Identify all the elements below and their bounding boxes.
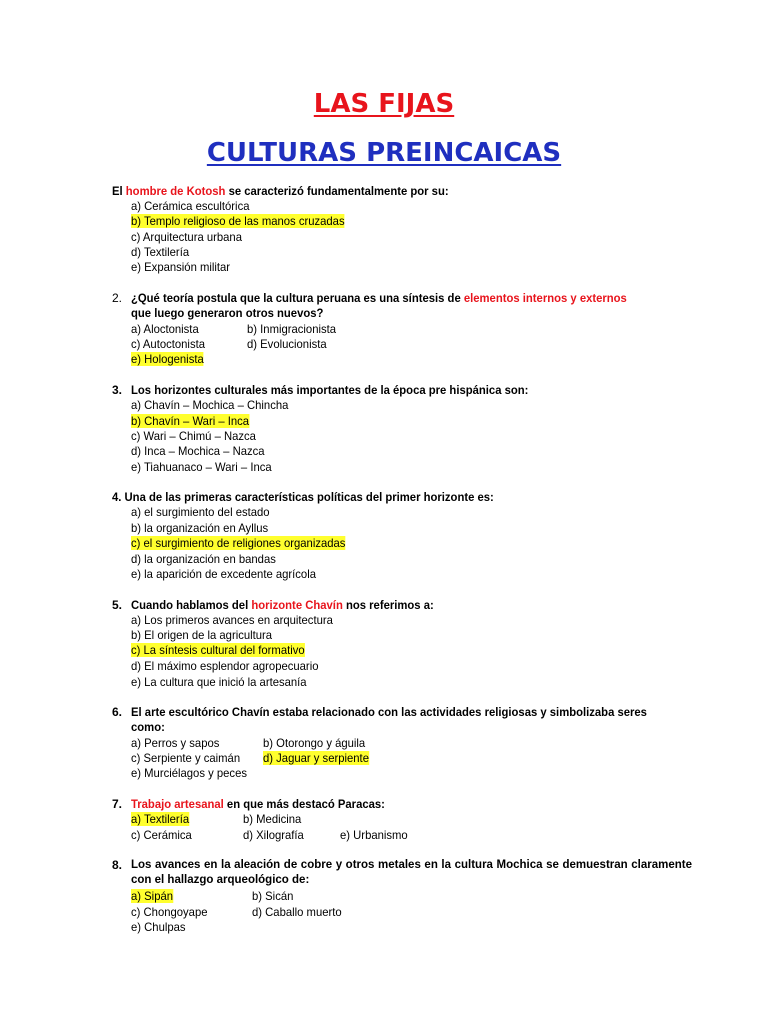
q6-option-a: a) Perros y sapos (131, 736, 220, 750)
question-6: El arte escultórico Chavín estaba relacionado con las actividades religiosas y simbolizaba seres (131, 705, 647, 719)
q7-option-a (131, 812, 189, 827)
question-6-line-2: como: (131, 720, 165, 734)
question-2 (131, 291, 627, 306)
q2-option-d: d) Evolucionista (247, 337, 327, 351)
question-1-text-pre: El (112, 184, 126, 198)
q4-option-a: a) el surgimiento del estado (131, 505, 270, 519)
question-2-highlight-term: elementos internos y externos (463, 291, 627, 305)
question-5 (131, 598, 434, 613)
q2-answer-highlight: e) Hologenista (131, 352, 204, 366)
q5-option-e: e) La cultura que inició la artesanía (131, 675, 307, 689)
q1-answer-highlight: b) Templo religioso de las manos cruzadas (131, 214, 345, 228)
q8-option-c: c) Chongoyape (131, 905, 208, 919)
q2-option-b: b) Inmigracionista (247, 322, 337, 336)
question-5-highlight-term: horizonte Chavín (251, 598, 343, 612)
q7-option-d: d) Xilografía (243, 828, 304, 842)
question-6-number: 6. (112, 705, 123, 719)
question-1 (112, 184, 449, 199)
question-3-number: 3. (112, 383, 123, 397)
q8-option-d: d) Caballo muerto (252, 905, 342, 919)
q7-option-b: b) Medicina (243, 812, 302, 826)
question-2-text-pre: ¿Qué teoría postula que la cultura peruana es una síntesis de (131, 291, 464, 305)
question-4: 4. Una de las primeras características políticas del primer horizonte es: (112, 490, 494, 504)
question-2-number: 2. (112, 291, 123, 305)
q8-option-b: b) Sicán (252, 889, 294, 903)
q3-option-d: d) Inca – Mochica – Nazca (131, 444, 265, 458)
q6-option-b: b) Otorongo y águila (263, 736, 366, 750)
q5-answer-highlight: c) La síntesis cultural del formativo (131, 643, 305, 657)
question-7-text-post: en que más destacó Paracas: (223, 797, 385, 811)
q7-answer-highlight: a) Textilería (131, 812, 190, 826)
question-8: Los avances en la aleación de cobre y otros metales en la cultura Mochica se demuestran claramente con el hallazgo arqueológico de: (131, 859, 692, 886)
q3-option-a: a) Chavín – Mochica – Chincha (131, 398, 289, 412)
q2-option-a: a) Aloctonista (131, 322, 199, 336)
q5-option-a: a) Los primeros avances en arquitectura (131, 613, 333, 627)
question-3: Los horizontes culturales más importantes de la época pre hispánica son: (131, 383, 529, 397)
q4-option-e: e) la aparición de excedente agrícola (131, 567, 316, 581)
q8-option-a (131, 889, 173, 904)
q7-option-e: e) Urbanismo (340, 828, 408, 842)
question-5-number: 5. (112, 598, 123, 612)
q1-option-a: a) Cerámica escultórica (131, 199, 250, 213)
question-7-number: 7. (112, 797, 123, 811)
q1-option-d: d) Textilería (131, 245, 190, 259)
question-1-text-post: se caracterizó fundamentalmente por su: (225, 184, 449, 198)
q6-option-c: c) Serpiente y caimán (131, 751, 241, 765)
q1-option-e: e) Expansión militar (131, 260, 231, 274)
q5-option-b: b) El origen de la agricultura (131, 628, 273, 642)
q3-option-b (131, 414, 249, 429)
question-2-line-2: que luego generaron otros nuevos? (131, 306, 324, 320)
q4-option-d: d) la organización en bandas (131, 552, 276, 566)
q5-option-d: d) El máximo esplendor agropecuario (131, 659, 319, 673)
q6-answer-highlight: d) Jaguar y serpiente (263, 751, 369, 765)
question-1-highlight-term: hombre de Kotosh (125, 184, 226, 198)
q2-option-c: c) Autoctonista (131, 337, 205, 351)
question-7-highlight-term: Trabajo artesanal (131, 797, 224, 811)
q5-option-c (131, 643, 305, 658)
q8-answer-highlight: a) Sipán (131, 889, 174, 903)
q4-option-c (131, 536, 345, 551)
title-culturas-preincaicas: CULTURAS PREINCAICAS (206, 138, 562, 168)
title-las-fijas: LAS FIJAS (313, 89, 455, 119)
q6-option-e: e) Murciélagos y peces (131, 766, 247, 780)
q7-option-c: c) Cerámica (131, 828, 192, 842)
question-5-text-post: nos referimos a: (342, 598, 434, 612)
q6-option-d (263, 751, 369, 766)
q2-option-e (131, 352, 204, 367)
q3-option-c: c) Wari – Chimú – Nazca (131, 429, 256, 443)
q3-option-e: e) Tiahuanaco – Wari – Inca (131, 460, 272, 474)
question-8-number: 8. (112, 858, 123, 872)
q4-answer-highlight: c) el surgimiento de religiones organizadas (131, 536, 346, 550)
q1-option-c: c) Arquitectura urbana (131, 230, 242, 244)
q4-option-b: b) la organización en Ayllus (131, 521, 269, 535)
question-5-text-pre: Cuando hablamos del (131, 598, 252, 612)
q1-option-b (131, 214, 345, 229)
question-7 (131, 797, 385, 812)
q8-option-e: e) Chulpas (131, 920, 186, 934)
q3-answer-highlight: b) Chavín – Wari – Inca (131, 414, 250, 428)
